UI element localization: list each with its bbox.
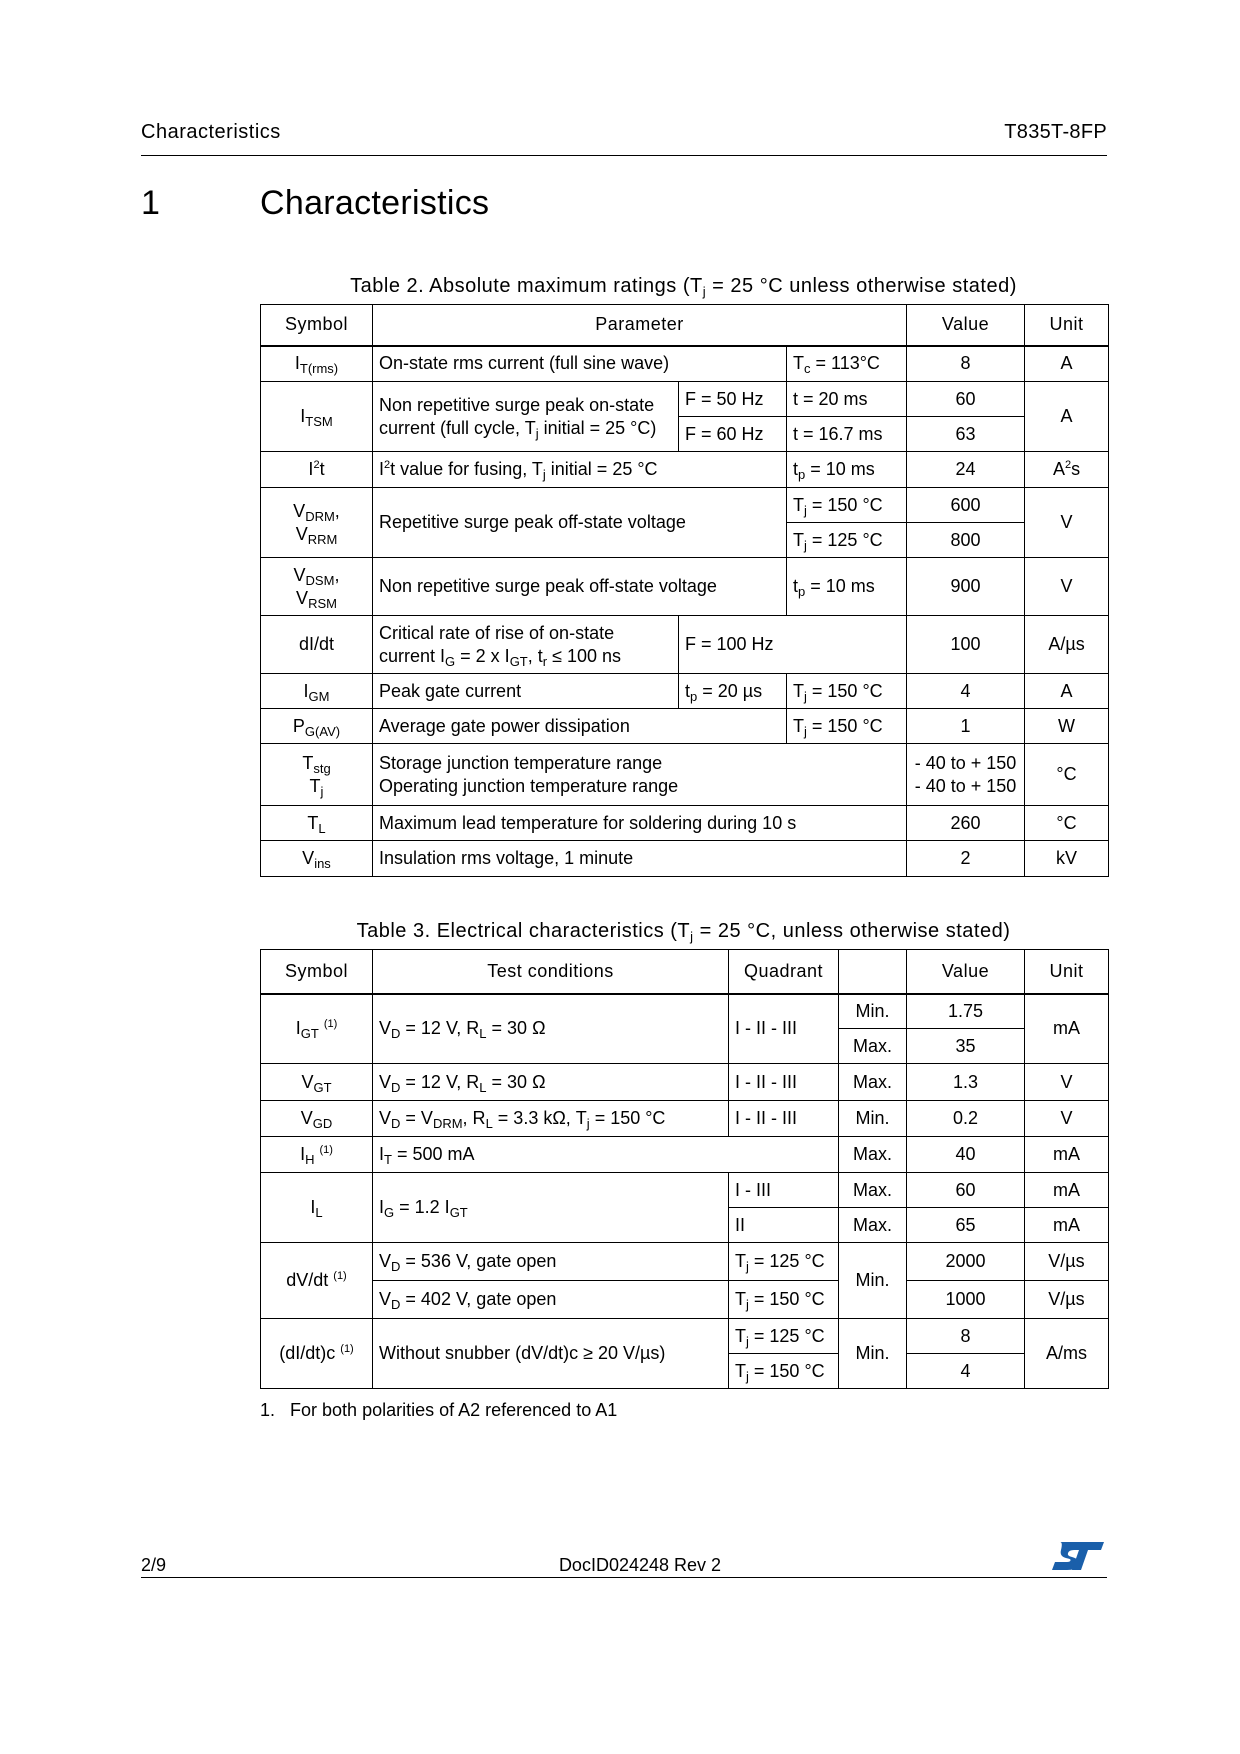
t3-unit: mA — [1025, 1173, 1109, 1208]
electrical-characteristics-table — [260, 949, 1109, 1389]
t3-header-unit: Unit — [1025, 950, 1109, 994]
t2-unit: V — [1025, 488, 1109, 558]
page-number: 2/9 — [141, 1555, 167, 1575]
table2-caption: Table 2. Absolute maximum ratings ($T_j = 25$ °C unless otherwise stated) — [350, 275, 1017, 299]
t3-unit: mA — [1025, 1137, 1109, 1173]
t2-condition: $T_j = 150$ °C — [787, 488, 907, 523]
t2-time: t = 20 ms — [787, 382, 907, 417]
t3-header-value: Value — [907, 950, 1025, 994]
t3-temperature: $T_j = 150$ °C — [729, 1354, 839, 1389]
t2-parameter: Peak gate current — [373, 674, 679, 709]
t3-unit: V/µs — [1025, 1281, 1109, 1319]
footnote-number: 1. — [260, 1400, 276, 1420]
t3-limit: Min. — [839, 1101, 907, 1137]
t2-condition: F = 100 Hz — [679, 616, 907, 674]
t2-parameter: $I^2t$ value for fusing, $T_j$ initial = 25 °C — [373, 452, 787, 488]
t2-value: 63 — [907, 417, 1025, 452]
t3-limit: Max. — [839, 1208, 907, 1243]
header-divider — [141, 155, 1107, 156]
t3-unit: mA — [1025, 994, 1109, 1064]
t3-condition: $I_T = 500$ mA — [373, 1137, 839, 1173]
t3-value: 8 — [907, 1319, 1025, 1354]
t3-limit: Max. — [839, 1137, 907, 1173]
t3-value: 2000 — [907, 1243, 1025, 1281]
t3-symbol: $I_H$ $^{(1)}$ — [261, 1137, 373, 1173]
t2-unit: V — [1025, 558, 1109, 616]
t3-limit: Max. — [839, 1029, 907, 1064]
t2-parameter: Maximum lead temperature for soldering during 10 s — [373, 806, 907, 841]
t2-symbol: $I^2t$ — [261, 452, 373, 488]
running-header-part-number: T835T-8FP — [1004, 121, 1107, 143]
t3-value: 60 — [907, 1173, 1025, 1208]
t2-unit: A/µs — [1025, 616, 1109, 674]
t2-header-unit: Unit — [1025, 305, 1109, 346]
t3-quadrant: I - II - III — [729, 994, 839, 1064]
absolute-max-ratings-table — [260, 304, 1109, 877]
t2-condition: $T_c = 113^\circ C$ — [787, 346, 907, 382]
t3-quadrant: I - II - III — [729, 1064, 839, 1101]
t3-value: 1.3 — [907, 1064, 1025, 1101]
operating-temp-value: - 40 to + 150 — [914, 775, 1017, 796]
t2-header-parameter: Parameter — [373, 305, 907, 346]
t2-unit: W — [1025, 709, 1109, 744]
t2-condition: $T_j = 150$ °C — [787, 709, 907, 744]
storage-temp-value: - 40 to + 150 — [914, 752, 1017, 773]
t3-value: 35 — [907, 1029, 1025, 1064]
t2-value: 600 — [907, 488, 1025, 523]
t2-parameter: Critical rate of rise of on-state current $I_G = 2$ x $I_{GT}$, $t_r \le 100$ ns — [373, 616, 679, 674]
t2-value — [907, 744, 1025, 806]
t2-condition: $t_p = 20$ µs — [679, 674, 787, 709]
t3-symbol: $V_{GD}$ — [261, 1101, 373, 1137]
t3-header-limit — [839, 950, 907, 994]
section-number: 1 — [141, 184, 160, 222]
t3-value: 40 — [907, 1137, 1025, 1173]
t2-value: 800 — [907, 523, 1025, 558]
footer-divider — [141, 1577, 1107, 1578]
t3-symbol: dV/dt $^{(1)}$ — [261, 1243, 373, 1319]
t2-parameter: Insulation rms voltage, 1 minute — [373, 841, 907, 877]
running-header-section: Characteristics — [141, 121, 281, 143]
t3-condition: $V_D = 536$ V, gate open — [373, 1243, 729, 1281]
t3-quadrant: I - III — [729, 1173, 839, 1208]
t3-unit: V/µs — [1025, 1243, 1109, 1281]
t3-limit: Min. — [839, 1243, 907, 1319]
t3-unit: V — [1025, 1064, 1109, 1101]
t2-value: 100 — [907, 616, 1025, 674]
t2-unit: A — [1025, 382, 1109, 452]
t3-quadrant: II — [729, 1208, 839, 1243]
t2-unit: A — [1025, 346, 1109, 382]
t3-quadrant: I - II - III — [729, 1101, 839, 1137]
t3-limit: Min. — [839, 994, 907, 1029]
t3-unit: A/ms — [1025, 1319, 1109, 1389]
t2-symbol: $I_{GM}$ — [261, 674, 373, 709]
t2-symbol: $V_{DSM}$, $V_{RSM}$ — [261, 558, 373, 616]
t2-frequency: F = 50 Hz — [679, 382, 787, 417]
table3-footnote — [260, 1400, 617, 1421]
t2-value: 260 — [907, 806, 1025, 841]
t2-condition: $t_p = 10$ ms — [787, 558, 907, 616]
t2-header-value: Value — [907, 305, 1025, 346]
t3-condition: Without snubber (dV/dt)c ≥ 20 V/µs) — [373, 1319, 729, 1389]
t2-value: 2 — [907, 841, 1025, 877]
t3-condition: $V_D = V_{DRM}$, $R_L = 3.3$ kΩ, $T_j = 150$ °C — [373, 1101, 729, 1137]
t3-header-quadrant: Quadrant — [729, 950, 839, 994]
st-logo-icon — [1050, 1540, 1106, 1577]
t3-temperature: $T_j = 125$ °C — [729, 1319, 839, 1354]
t3-unit: mA — [1025, 1208, 1109, 1243]
t2-unit: °C — [1025, 744, 1109, 806]
t2-parameter: Average gate power dissipation — [373, 709, 787, 744]
t2-unit: kV — [1025, 841, 1109, 877]
t3-value: 65 — [907, 1208, 1025, 1243]
section-title: Characteristics — [260, 184, 490, 222]
t2-value: 1 — [907, 709, 1025, 744]
t3-condition: $V_D = 12$ V, $R_L = 30$ Ω — [373, 1064, 729, 1101]
t2-value: 8 — [907, 346, 1025, 382]
t3-symbol: $I_L$ — [261, 1173, 373, 1243]
t2-header-symbol: Symbol — [261, 305, 373, 346]
t2-parameter — [373, 744, 907, 806]
t3-symbol: $I_{GT}$ $^{(1)}$ — [261, 994, 373, 1064]
t3-symbol: (dI/dt)c $^{(1)}$ — [261, 1319, 373, 1389]
t2-symbol: $I_{TSM}$ — [261, 382, 373, 452]
t2-value: 60 — [907, 382, 1025, 417]
t2-value: 900 — [907, 558, 1025, 616]
t3-condition: $I_G = 1.2$ $I_{GT}$ — [373, 1173, 729, 1243]
t2-symbol: $V_{DRM}$, $V_{RRM}$ — [261, 488, 373, 558]
document-id: DocID024248 Rev 2 — [558, 1555, 722, 1575]
t3-unit: V — [1025, 1101, 1109, 1137]
t2-symbol: $T_L$ — [261, 806, 373, 841]
t2-parameter: On-state rms current (full sine wave) — [373, 346, 787, 382]
t2-symbol: $T_{stg}$ $T_j$ — [261, 744, 373, 806]
t3-symbol: $V_{GT}$ — [261, 1064, 373, 1101]
t3-condition: $V_D = 402$ V, gate open — [373, 1281, 729, 1319]
t3-value: 0.2 — [907, 1101, 1025, 1137]
t2-parameter: Non repetitive surge peak off-state voltage — [373, 558, 787, 616]
t3-value: 1.75 — [907, 994, 1025, 1029]
t3-header-test-conditions: Test conditions — [373, 950, 729, 994]
t2-unit: A — [1025, 674, 1109, 709]
t2-unit: °C — [1025, 806, 1109, 841]
t2-unit: $A^2s$ — [1025, 452, 1109, 488]
t3-limit: Min. — [839, 1319, 907, 1389]
t2-symbol: $P_{G(AV)}$ — [261, 709, 373, 744]
operating-temp-label: Operating junction temperature range — [379, 775, 679, 796]
t2-time: t = 16.7 ms — [787, 417, 907, 452]
t2-parameter: Repetitive surge peak off-state voltage — [373, 488, 787, 558]
t3-limit: Max. — [839, 1173, 907, 1208]
table3-caption: Table 3. Electrical characteristics ($T_j = 25$ °C, unless otherwise stated) — [356, 920, 1011, 944]
footnote-text: For both polarities of A2 referenced to A1 — [290, 1400, 618, 1420]
t2-value: 24 — [907, 452, 1025, 488]
t2-parameter: Non repetitive surge peak on-state current (full cycle, $T_j$ initial = 25 °C) — [373, 382, 679, 452]
t3-limit: Max. — [839, 1064, 907, 1101]
t3-value: 4 — [907, 1354, 1025, 1389]
t2-condition: $t_p = 10$ ms — [787, 452, 907, 488]
t2-frequency: F = 60 Hz — [679, 417, 787, 452]
t2-value: 4 — [907, 674, 1025, 709]
t3-header-symbol: Symbol — [261, 950, 373, 994]
t2-condition: $T_j = 150$ °C — [787, 674, 907, 709]
t2-symbol: $I_{T(rms)}$ — [261, 346, 373, 382]
t3-value: 1000 — [907, 1281, 1025, 1319]
t3-condition: $V_D = 12$ V, $R_L = 30$ Ω — [373, 994, 729, 1064]
t2-condition: $T_j = 125$ °C — [787, 523, 907, 558]
t2-symbol: $V_{ins}$ — [261, 841, 373, 877]
t3-temperature: $T_j = 125$ °C — [729, 1243, 839, 1281]
storage-temp-label: Storage junction temperature range — [379, 752, 663, 773]
t2-symbol: dI/dt — [261, 616, 373, 674]
t3-temperature: $T_j = 150$ °C — [729, 1281, 839, 1319]
